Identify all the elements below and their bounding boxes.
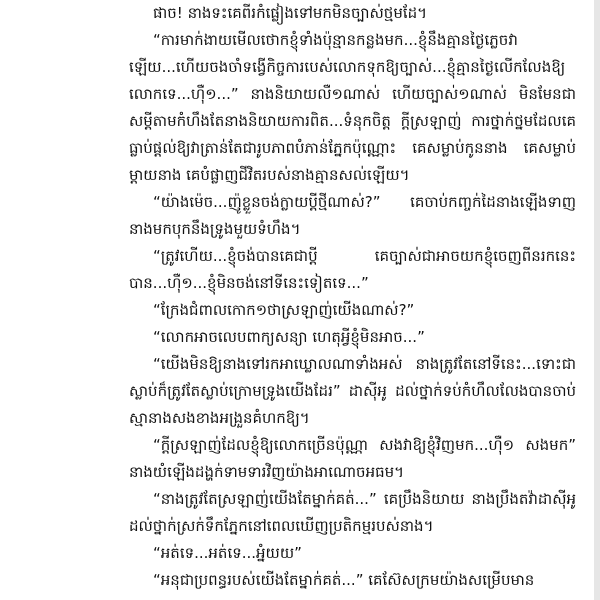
paragraph-1: ផាច! នាងទះគេពីរកំផ្លៀងទៅមកមិនច្បាស់ថ្មមដែ។ bbox=[153, 4, 428, 22]
paragraph-6: “លោកអាចលេបពាក្យសន្យា ហេតុអ្វីខ្ញុំមិនអាច...” bbox=[153, 328, 425, 346]
paragraph-8: “ក្ដីស្រឡាញ់ដែលខ្ញុំឱ្យលោកច្រើនប៉ុណ្ណា សងវាឱ្យខ្ញុំវិញមក...ហ៊ឺ១ សងមក” នាងយំឡើងដង្ហក់ទាមទារវិញយ៉ាងអាណោចអធម។ bbox=[129, 436, 576, 481]
paragraph-7: “យើងមិនឱ្យនាងទៅរកអាឃ្លោលណាទាំងអស់ នាងត្រូវតែនៅទីនេះ...ទោះជាស្លាប់ក៏ត្រូវតែស្លាប់ក្រោមទ្រូងយើងដែរ” ដាស៊ីអូ ដល់ថ្នាក់ទប់កំហឹលលែងបានចាប់ស្មានាងសងខាងអង្រួនគំហកឱ្យ។ bbox=[129, 355, 576, 427]
paragraph-11: “អនុជាប្រពន្ធរបស់យើងតែម្នាក់គត់...” គេស៊ែសក្រមយ៉ាងសម្រើបមាន bbox=[153, 571, 535, 589]
story-text bbox=[129, 0, 576, 594]
page-edge-shadow bbox=[594, 0, 600, 600]
paragraph-10: “អត់ទេ...អត់ទេ...អ្នំយយ” bbox=[153, 544, 302, 562]
paragraph-2: “ការមាក់ងាយមើលថោកខ្ញុំទាំងប៉ុន្មានកន្លងមក...ខ្ញុំនឹងគ្មានថ្ងៃភ្លេចវាឡើយ...ហើយចងចាំទង្វើកិច្ចការបេស់លោកទុកឱ្យច្បាស់...ខ្ញុំគ្មានថ្ងៃលើកលែងឱ្យលោកទេ...ហ៊ឺ១...” នាងនិយាយលឺ១ណាស់ ហើយច្បាស់១ណាស់ មិនមែនជាសម្ដីតាមកំហឹងតែនាងនិយាយការពិត...ទំនុកចិត្ត ក្ដីស្រឡាញ់ ការថ្នាក់ថ្នមដែលគេធ្លាប់ផ្ដល់ឱ្យវាត្រាន់តែជារូបភាពបំភាន់ភ្នែកប៉ុណ្ណោះ គេសម្លាប់កូននាង គេសម្លាប់ម្ដាយនាង គេបំផ្លាញជីវិតរបស់នាងគ្មានសល់ឡើយ។ bbox=[129, 31, 576, 184]
paragraph-9: “នាងត្រូវតែស្រឡាញ់យើងតែម្នាក់គត់...” គេប្រឹងនិយាយ នាងប្រឹងតវ៉ាដាស៊ីអូ ដល់ថ្នាក់ស្រក់ទឹកភ្នែកនៅពេលឃើញប្រតិកម្មរបស់នាង។ bbox=[129, 490, 576, 535]
paragraph-3: “យ៉ាងម៉េច...ញ៉ូខ្លួនចង់ក្លាយប្ដីថ្មីណាស់?” គេចាប់កញ្ចក់ដៃនាងឡើងទាញនាងមកបុកនឹងទ្រូងមួយទំហឹង។ bbox=[129, 193, 576, 238]
paragraph-4: “ត្រូវហើយ...ខ្ញុំចង់បានគេជាប្ដី គេច្បាស់ជាអាចយកខ្ញុំចេញពីនរកនេះបាន...ហ៊ឺ១...ខ្ញុំមិនចង់នៅទីនេះទៀតទេ...” bbox=[129, 247, 576, 292]
paragraph-5: “ក្រែងជំពាលកោក១ថាស្រឡាញ់យើងណាស់?” bbox=[153, 301, 415, 319]
